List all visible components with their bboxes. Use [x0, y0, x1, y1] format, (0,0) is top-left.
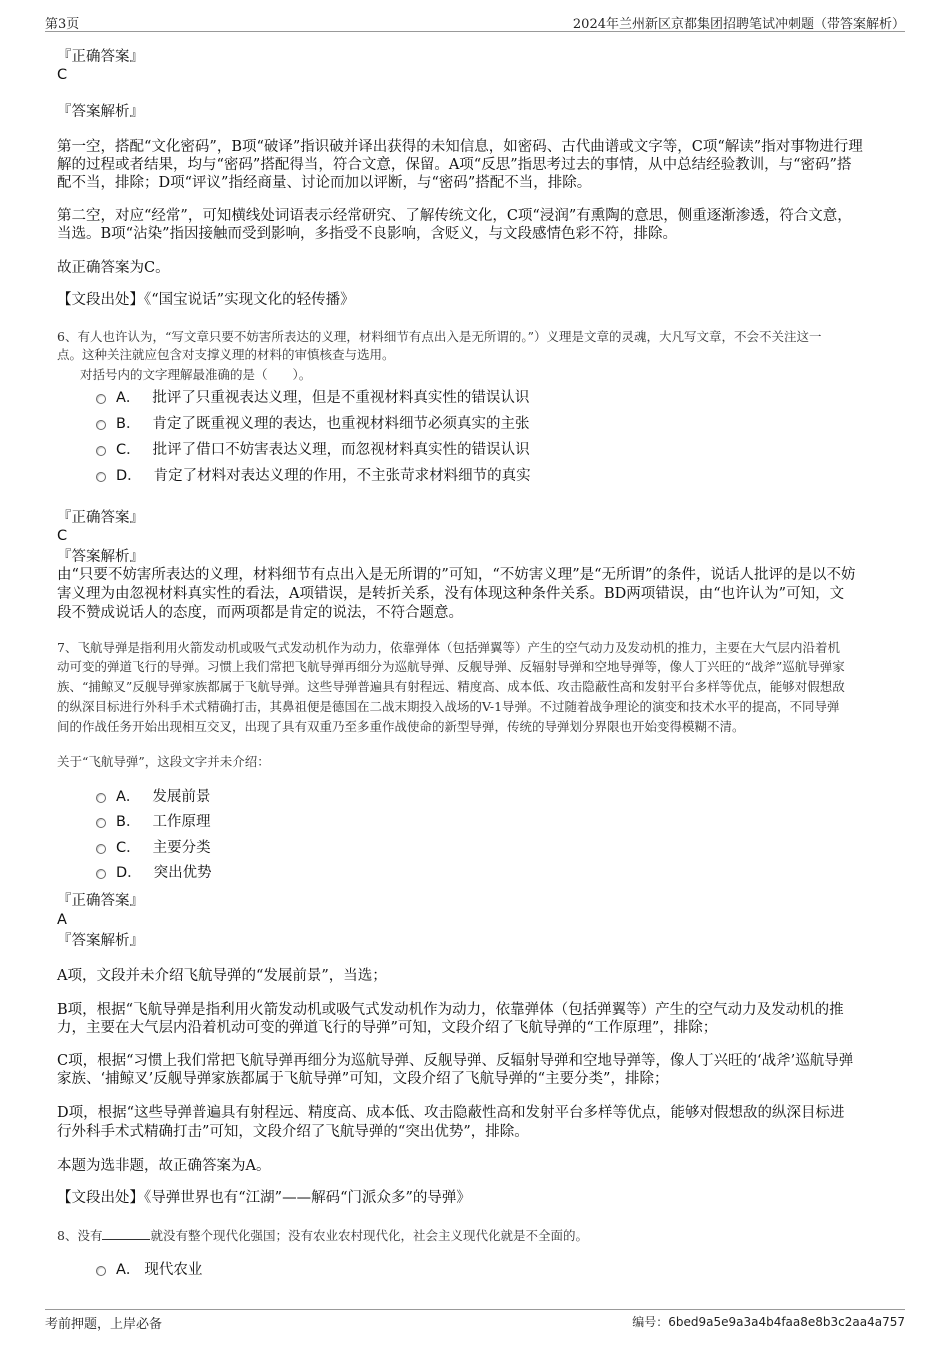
- option-text: 现代农业: [144, 1262, 203, 1278]
- radio-icon[interactable]: [96, 818, 106, 828]
- option-letter: B．: [116, 416, 141, 432]
- option-text: 批评了只重视表达义理，但是不重视材料真实性的错误认识: [152, 390, 530, 406]
- footer-divider: [45, 1309, 905, 1310]
- option-letter: C．: [116, 840, 141, 856]
- option-letter: C．: [116, 442, 141, 458]
- option-letter: A．: [116, 1262, 141, 1278]
- analysis-line: 配不当，排除；D项“评议”指经商量、讨论而加以评断，与“密码”搭配不当，排除。: [57, 175, 592, 191]
- question-stem: 的纵深目标进行外科手术式精确打击，其鼻祖便是德国在二战末期投入战场的V-1导弹。不过随着战争理论的演变和技术水平的提高，不同导弹: [57, 699, 840, 714]
- option-letter: A．: [116, 789, 141, 805]
- stem-suffix: 就没有整个现代化强国；没有农业农村现代化，社会主义现代化就是不全面的。: [150, 1228, 588, 1243]
- analysis-line: 力，主要在大气层内沿着机动可变的弹道飞行的导弹”可知，文段介绍了飞航导弹的“工作原理”，排除；: [57, 1020, 718, 1036]
- question-stem: 动可变的弹道飞行的导弹。习惯上我们常把飞航导弹再细分为巡航导弹、反舰导弹、反辐射导弹和空地导弹等，像人丁兴旺的“战斧”巡航导弹家: [57, 659, 845, 674]
- page-number: 第3页: [45, 17, 80, 32]
- question-prompt: 对括号内的文字理解最准确的是（ ）。: [80, 367, 312, 382]
- question-prompt: 关于“飞航导弹”，这段文字并未介绍：: [57, 754, 270, 769]
- radio-icon[interactable]: [96, 420, 106, 430]
- radio-icon[interactable]: [96, 446, 106, 456]
- option-b[interactable]: [96, 812, 210, 832]
- option-text: 工作原理: [152, 814, 211, 830]
- option-a[interactable]: [96, 787, 210, 807]
- analysis-line: 段不赞成说话人的态度，而两项都是肯定的说法，不符合题意。: [57, 605, 463, 621]
- option-c[interactable]: [96, 440, 530, 460]
- source-citation: 【文段出处】《“国宝说话”实现文化的轻传播》: [57, 292, 355, 308]
- analysis-label: 『答案解析』: [57, 933, 144, 949]
- option-a[interactable]: [96, 1260, 202, 1280]
- question-stem: 6、有人也许认为，“写文章只要不妨害所表达的义理，材料细节有点出入是无所谓的。”）义理是文章的灵魂，大凡写文章，不会不关注这一: [57, 329, 822, 344]
- source-citation: 【文段出处】《导弹世界也有“江湖”——解码“门派众多”的导弹》: [57, 1190, 471, 1206]
- analysis-label: 『答案解析』: [57, 549, 144, 565]
- option-letter: D．: [116, 865, 142, 881]
- option-text: 主要分类: [152, 840, 211, 856]
- option-letter: B．: [116, 814, 141, 830]
- analysis-line: 第二空，对应“经常”，可知横线处词语表示经常研究、了解传统文化，C项“浸润”有熏陶的意思，侧重逐渐渗透，符合文意，: [57, 208, 852, 224]
- footer-slogan: 考前押题，上岸必备: [45, 1317, 163, 1332]
- analysis-line: 当选。B项“沾染”指因接触而受到影响，多指受不良影响，含贬义，与文段感情色彩不符，排除。: [57, 226, 677, 242]
- analysis-line: 家族、‘捕鲸叉’反舰导弹家族都属于飞航导弹”可知，文段介绍了飞航导弹的“主要分类”，排除；: [57, 1071, 669, 1087]
- option-text: 批评了借口不妨害表达义理，而忽视材料真实性的错误认识: [152, 442, 530, 458]
- analysis-line: B项，根据“飞航导弹是指利用火箭发动机或吸气式发动机作为动力，依靠弹体（包括弹翼等）产生的空气动力及发动机的推: [57, 1002, 844, 1018]
- fill-blank: [102, 1225, 150, 1240]
- option-d[interactable]: [96, 466, 531, 486]
- analysis-line: 第一空，搭配“文化密码”，B项“破译”指识破并译出获得的未知信息，如密码、古代曲谱或文字等，C项“解读”指对事物进行理: [57, 139, 863, 155]
- question-stem: 点。这种关注就应包含对支撑义理的材料的审慎核查与选用。: [57, 347, 395, 362]
- analysis-line: 害义理为由忽视材料真实性的看法，A项错误，是转折关系，没有体现这种条件关系。BD两项错误，由“也许认为”可知，文: [57, 586, 845, 602]
- option-d[interactable]: [96, 863, 212, 883]
- analysis-line: D项，根据“这些导弹普遍具有射程远、精度高、成本低、攻击隐蔽性高和发射平台多样等优点，能够对假想敌的纵深目标进: [57, 1105, 845, 1121]
- option-c[interactable]: [96, 838, 211, 858]
- question-stem: 7、飞航导弹是指利用火箭发动机或吸气式发动机作为动力，依靠弹体（包括弹翼等）产生的空气动力及发动机的推力，主要在大气层内沿着机: [57, 640, 840, 655]
- option-text: 肯定了材料对表达义理的作用，不主张苛求材料细节的真实: [153, 468, 531, 484]
- analysis-line: A项，文段并未介绍飞航导弹的“发展前景”，当选；: [57, 968, 387, 984]
- analysis-conclusion: 故正确答案为C。: [57, 260, 170, 276]
- correct-answer-label: 『正确答案』: [57, 510, 144, 526]
- analysis-line: 行外科手术式精确打击”可知，文段介绍了飞航导弹的“突出优势”，排除。: [57, 1124, 529, 1140]
- radio-icon[interactable]: [96, 793, 106, 803]
- question-stem: 间的作战任务开始出现相互交叉，出现了具有双重乃至多重作战使命的新型导弹，传统的导弹划分界限也开始变得模糊不清。: [57, 719, 745, 734]
- radio-icon[interactable]: [96, 1266, 106, 1276]
- option-a[interactable]: [96, 388, 529, 408]
- stem-prefix: 8、没有: [57, 1228, 103, 1243]
- document-title: 2024年兰州新区京都集团招聘笔试冲刺题（带答案解析）: [572, 17, 905, 32]
- analysis-conclusion: 本题为选非题，故正确答案为A。: [57, 1158, 271, 1174]
- option-text: 突出优势: [153, 865, 212, 881]
- radio-icon[interactable]: [96, 844, 106, 854]
- correct-answer-label: 『正确答案』: [57, 49, 144, 65]
- option-letter: D．: [116, 468, 142, 484]
- document-id: 编号：6bed9a5e9a3a4b4faa8e8b3c2aa4a757: [632, 1315, 905, 1329]
- analysis-label: 『答案解析』: [57, 104, 144, 120]
- radio-icon[interactable]: [96, 869, 106, 879]
- header-divider: [45, 31, 905, 32]
- correct-answer-label: 『正确答案』: [57, 893, 144, 909]
- analysis-line: 解的过程或者结果，均与“密码”搭配得当，符合文意，保留。A项“反思”指思考过去的事情，从中总结经验教训，与“密码”搭: [57, 157, 852, 173]
- option-text: 发展前景: [152, 789, 211, 805]
- analysis-line: 由“只要不妨害所表达的义理，材料细节有点出入是无所谓的”可知，“不妨害义理”是“无所谓”的条件，说话人批评的是以不妨: [57, 567, 856, 583]
- analysis-line: C项，根据“习惯上我们常把飞航导弹再细分为巡航导弹、反舰导弹、反辐射导弹和空地导弹等，像人丁兴旺的‘战斧’巡航导弹: [57, 1053, 854, 1069]
- question-stem: [57, 1225, 588, 1246]
- option-text: 肯定了既重视义理的表达，也重视材料细节必须真实的主张: [152, 416, 530, 432]
- radio-icon[interactable]: [96, 472, 106, 482]
- option-b[interactable]: [96, 414, 529, 434]
- correct-answer-value: C: [57, 67, 68, 83]
- correct-answer-value: C: [57, 528, 68, 544]
- option-letter: A．: [116, 390, 141, 406]
- question-stem: 族、“捕鲸叉”反舰导弹家族都属于飞航导弹。这些导弹普遍具有射程远、精度高、成本低、攻击隐蔽性高和发射平台多样等优点，能够对假想敌: [57, 679, 845, 694]
- correct-answer-value: A: [57, 912, 67, 928]
- radio-icon[interactable]: [96, 394, 106, 404]
